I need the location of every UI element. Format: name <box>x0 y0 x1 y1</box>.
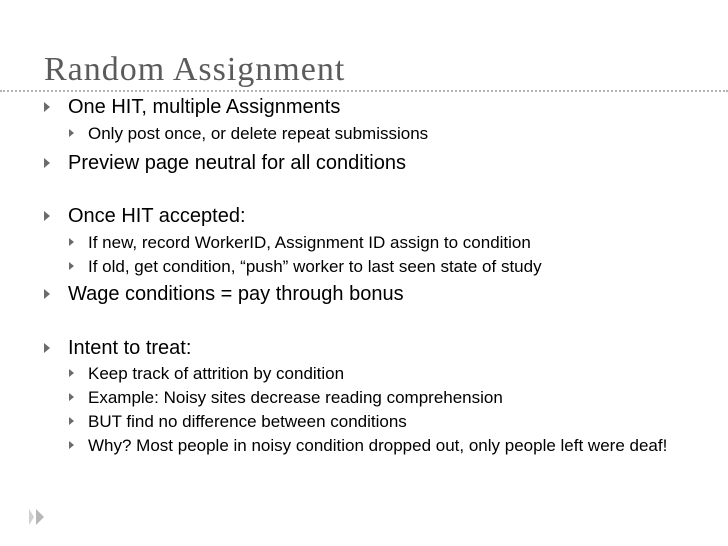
sub-bullet-text: If old, get condition, “push” worker to last seen state of study <box>88 257 542 276</box>
slide-title: Random Assignment <box>44 51 346 88</box>
slide-corner-arrow-icon <box>36 509 44 525</box>
sub-bullet-text: Only post once, or delete repeat submissions <box>88 124 429 143</box>
bullet-text: Preview page neutral for all conditions <box>68 152 406 174</box>
sub-bullet-item <box>88 364 344 384</box>
triangle-right-icon <box>44 158 50 168</box>
sub-bullet-text: Example: Noisy sites decrease reading comprehension <box>88 388 503 407</box>
sub-bullet-item <box>88 412 407 432</box>
bullet-text: One HIT, multiple Assignments <box>68 96 341 118</box>
bullet-item <box>68 152 406 174</box>
bullet-item <box>68 96 340 118</box>
triangle-right-icon <box>44 289 50 299</box>
sub-bullet-item <box>88 233 531 253</box>
triangle-right-icon <box>69 129 74 137</box>
bullet-text: Once HIT accepted: <box>68 205 246 227</box>
bullet-text: Intent to treat: <box>68 337 192 359</box>
triangle-right-icon <box>69 441 74 449</box>
triangle-right-icon <box>44 343 50 353</box>
sub-bullet-text: Keep track of attrition by condition <box>88 364 345 383</box>
sub-bullet-item <box>88 436 698 456</box>
triangle-right-icon <box>69 238 74 246</box>
triangle-right-icon <box>44 211 50 221</box>
sub-bullet-text: If new, record WorkerID, Assignment ID assign to condition <box>88 233 531 252</box>
sub-bullet-text: Why? Most people in noisy condition dropped out, only people left were deaf! <box>88 436 668 455</box>
triangle-right-icon <box>44 102 50 112</box>
sub-bullet-item <box>88 124 428 144</box>
triangle-right-icon <box>69 417 74 425</box>
triangle-right-icon <box>69 393 74 401</box>
sub-bullet-text: BUT find no difference between conditions <box>88 412 407 431</box>
bullet-item <box>68 337 191 359</box>
sub-bullet-item <box>88 257 542 277</box>
bullet-text: Wage conditions = pay through bonus <box>68 283 404 305</box>
triangle-right-icon <box>69 369 74 377</box>
triangle-right-icon <box>69 262 74 270</box>
bullet-item <box>68 205 246 227</box>
bullet-item <box>68 283 404 305</box>
sub-bullet-item <box>88 388 503 408</box>
